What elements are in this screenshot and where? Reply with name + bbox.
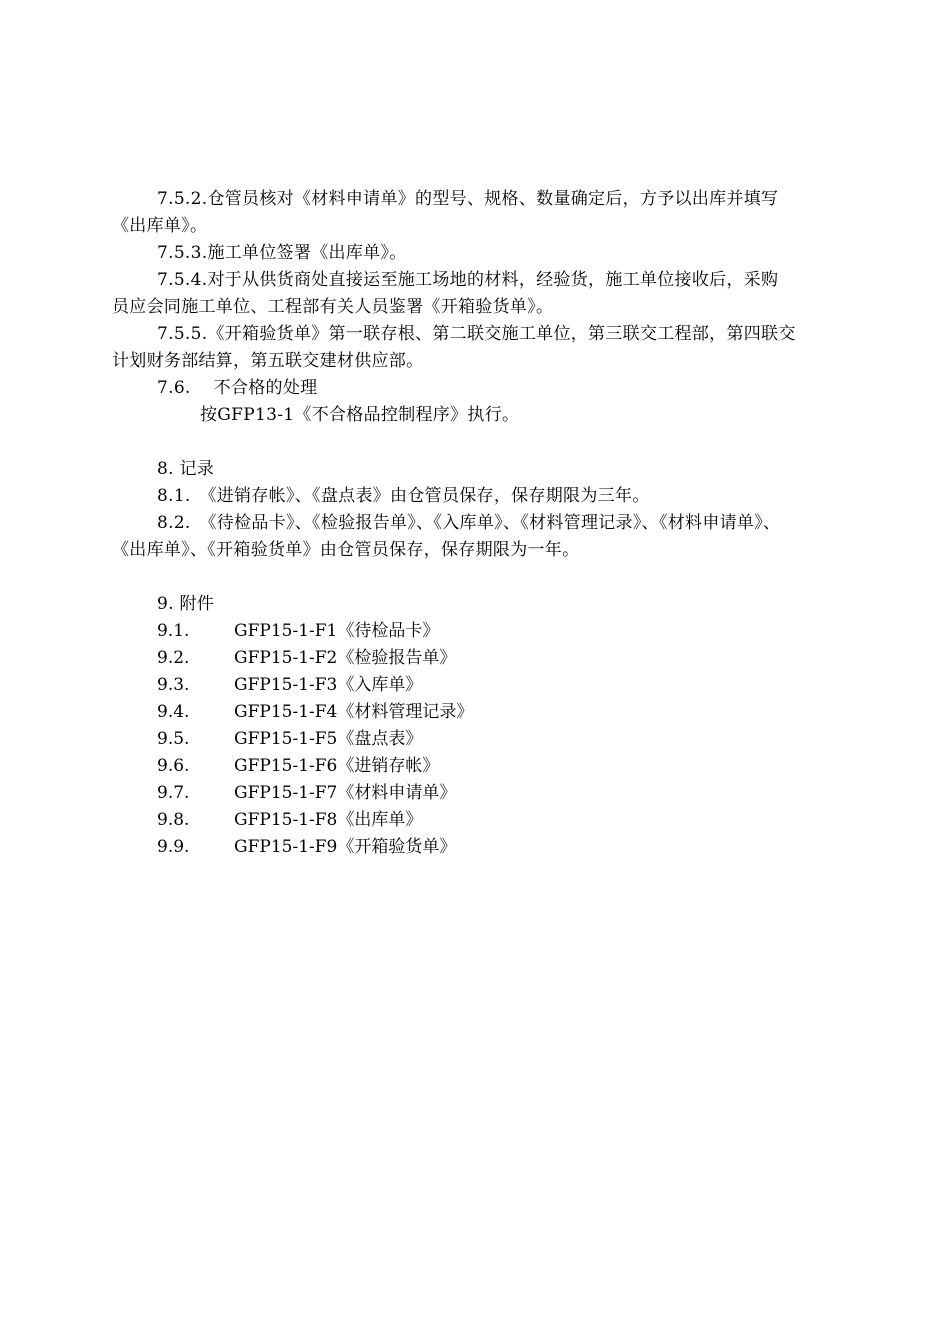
section-8-2-line2: 《出库单》、《开箱验货单》由仓管员保存，保存期限为一年。	[112, 540, 580, 560]
section-9-heading: 9. 附件	[157, 594, 215, 614]
section-8-2-line1: 8.2. 《待检品卡》、《检验报告单》、《入库单》、《材料管理记录》、《材料申请单》、	[157, 513, 781, 533]
attachment-text: GFP15-1-F1《待检品卡》	[234, 621, 440, 641]
attachment-text: GFP15-1-F4《材料管理记录》	[234, 702, 474, 722]
attachment-text: GFP15-1-F5《盘点表》	[234, 729, 423, 749]
paragraph-7-5-3: 7.5.3.施工单位签署《出库单》。	[157, 243, 407, 263]
attachment-number: 9.6.	[157, 756, 190, 776]
attachment-number: 9.8.	[157, 810, 190, 830]
paragraph-7-5-2-line2: 《出库单》。	[112, 216, 208, 236]
attachment-text: GFP15-1-F8《出库单》	[234, 810, 423, 830]
attachment-item	[157, 620, 439, 642]
section-7-6-heading: 7.6. 不合格的处理	[157, 378, 318, 398]
attachment-text: GFP15-1-F7《材料申请单》	[234, 783, 457, 803]
attachment-item	[157, 728, 422, 750]
attachment-number: 9.9.	[157, 837, 190, 857]
attachment-text: GFP15-1-F6《进销存帐》	[234, 756, 440, 776]
attachment-item	[157, 647, 456, 669]
attachment-number: 9.5.	[157, 729, 190, 749]
attachment-number: 9.7.	[157, 783, 190, 803]
attachment-number: 9.4.	[157, 702, 190, 722]
paragraph-7-5-4-line2: 员应会同施工单位、工程部有关人员鉴署《开箱验货单》。	[112, 297, 554, 317]
attachment-number: 9.2.	[157, 648, 190, 668]
attachment-number: 9.3.	[157, 675, 190, 695]
attachment-text: GFP15-1-F3《入库单》	[234, 675, 423, 695]
attachment-text: GFP15-1-F2《检验报告单》	[234, 648, 457, 668]
section-7-6-body: 按GFP13-1《不合格品控制程序》执行。	[200, 405, 520, 425]
paragraph-7-5-2-line1: 7.5.2.仓管员核对《材料申请单》的型号、规格、数量确定后，方予以出库并填写	[157, 189, 779, 209]
paragraph-7-5-4-line1: 7.5.4.对于从供货商处直接运至施工场地的材料，经验货，施工单位接收后，采购	[157, 270, 779, 290]
attachment-item	[157, 755, 439, 777]
attachment-number: 9.1.	[157, 621, 190, 641]
attachment-item	[157, 836, 456, 858]
attachment-item	[157, 782, 456, 804]
paragraph-7-5-5-line2: 计划财务部结算，第五联交建材供应部。	[112, 351, 424, 371]
section-8-1: 8.1. 《进销存帐》、《盘点表》由仓管员保存，保存期限为三年。	[157, 486, 650, 506]
paragraph-7-5-5-line1: 7.5.5.《开箱验货单》第一联存根、第二联交施工单位，第三联交工程部，第四联交	[157, 324, 796, 344]
attachment-item	[157, 674, 422, 696]
attachment-text: GFP15-1-F9《开箱验货单》	[234, 837, 457, 857]
section-8-heading: 8. 记录	[157, 459, 215, 479]
attachment-item	[157, 809, 422, 831]
attachment-item	[157, 701, 473, 723]
